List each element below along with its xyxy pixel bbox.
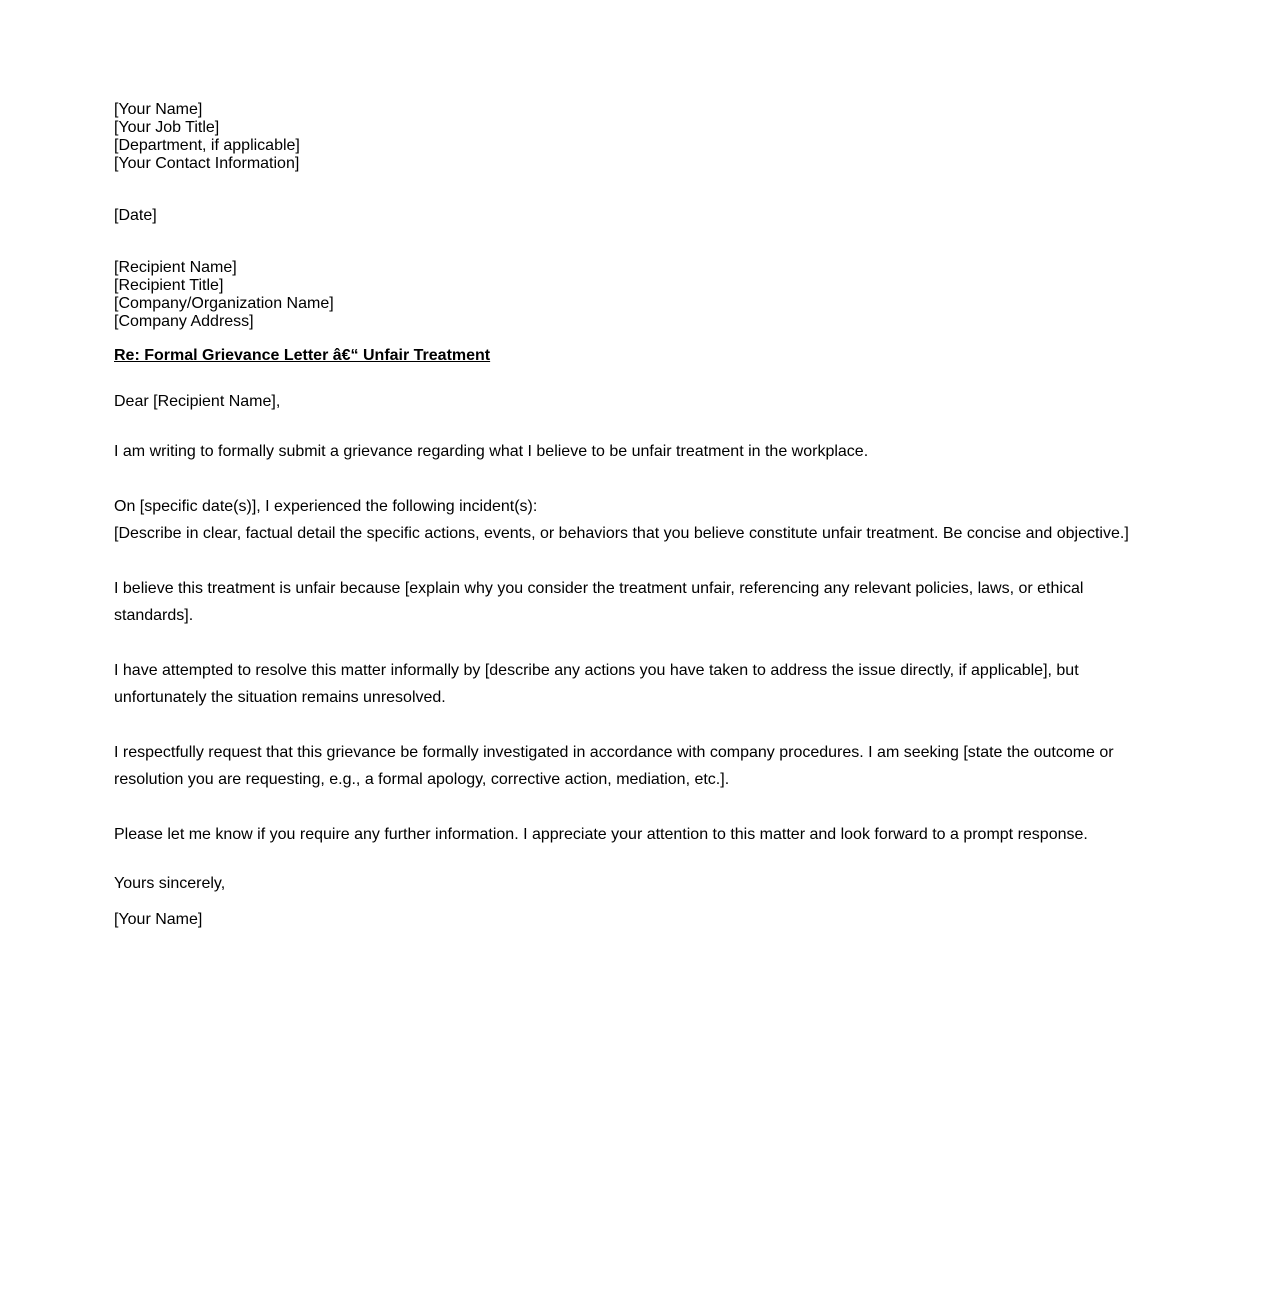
- recipient-company: [Company/Organization Name]: [114, 295, 334, 312]
- salutation: Dear [Recipient Name],: [114, 393, 281, 410]
- paragraph-text: I am writing to formally submit a grievance regarding what I believe to be unfair treatment in the workplace.: [114, 443, 869, 460]
- paragraph-request: [114, 739, 1154, 794]
- recipient-name: [Recipient Name]: [114, 259, 237, 276]
- paragraph-informal-resolution: [114, 657, 1154, 712]
- subject-line: Re: Formal Grievance Letter â€“ Unfair Treatment: [114, 347, 491, 364]
- paragraph-text: I have attempted to resolve this matter informally by [describe any actions you have taken to address the issue directly, if applicable], but unfortunately the situation remains unresolved.: [114, 661, 1079, 706]
- sender-name: [Your Name]: [114, 101, 203, 118]
- recipient-title: [Recipient Title]: [114, 277, 224, 294]
- sender-contact: [Your Contact Information]: [114, 155, 300, 172]
- recipient-block: [114, 259, 1154, 331]
- paragraph-closing-remarks: [114, 821, 1154, 849]
- paragraph-intro: [114, 438, 1154, 466]
- letter-document: [114, 101, 1154, 929]
- paragraph-text: I respectfully request that this grievance be formally investigated in accordance with company procedures. I am seeking [state the outcome or resolution you are requesting, e.g., a formal apology, corrective action, mediation, etc.].: [114, 743, 1114, 788]
- sender-block: [114, 101, 1154, 173]
- paragraph-text: Please let me know if you require any further information. I appreciate your attention to this matter and look forward to a prompt response.: [114, 825, 1088, 843]
- paragraph-reason: [114, 575, 1154, 630]
- paragraph-incident: [114, 493, 1154, 548]
- paragraph-text: I believe this treatment is unfair because [explain why you consider the treatment unfair, referencing any relevant policies, laws, or ethical standards].: [114, 579, 1084, 624]
- paragraph-text: On [specific date(s)], I experienced the following incident(s):: [114, 497, 538, 515]
- letter-date: [Date]: [114, 207, 157, 224]
- recipient-address: [Company Address]: [114, 313, 254, 330]
- closing: Yours sincerely,: [114, 875, 226, 892]
- paragraph-text: [Describe in clear, factual detail the specific actions, events, or behaviors that you believe constitute unfair treatment. Be concise and objective.]: [114, 525, 1129, 542]
- sender-job-title: [Your Job Title]: [114, 119, 220, 136]
- signature-name: [Your Name]: [114, 911, 203, 928]
- sender-department: [Department, if applicable]: [114, 137, 300, 154]
